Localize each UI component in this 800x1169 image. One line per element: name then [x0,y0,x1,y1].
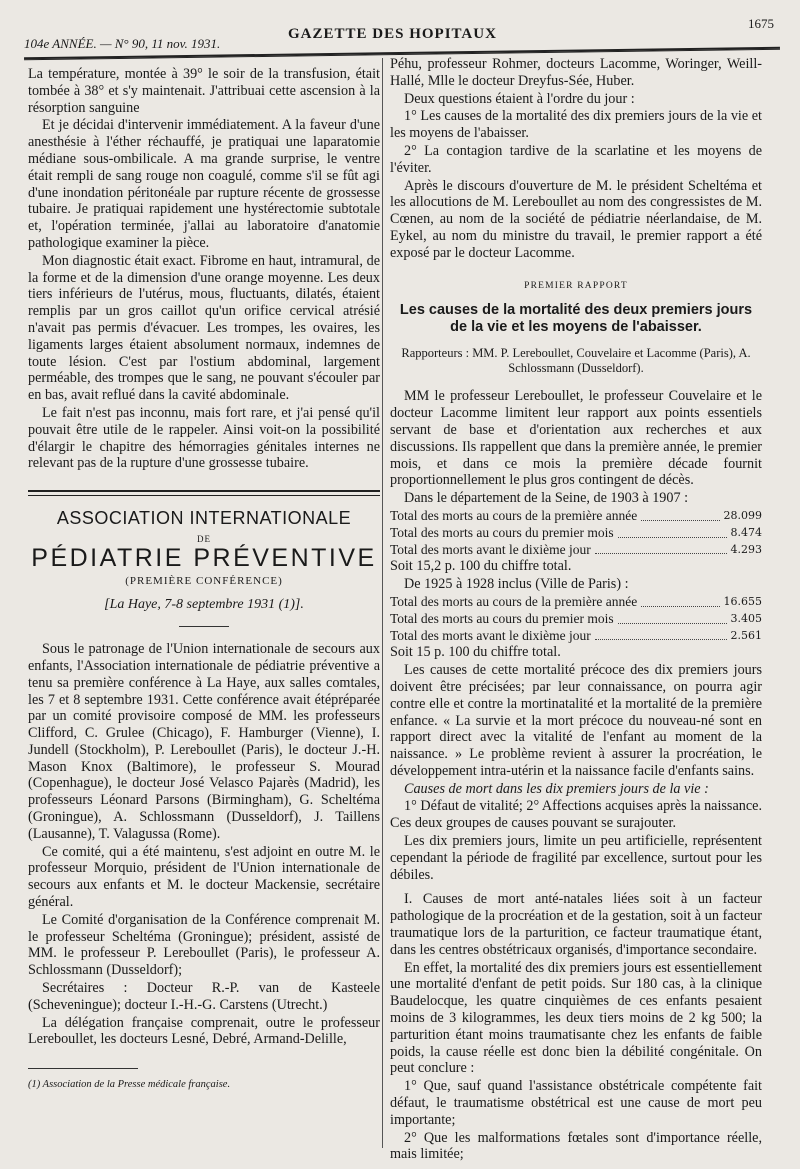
issue-info: 104e ANNÉE. — N° 90, 11 nov. 1931. [24,36,221,51]
left-column [28,66,380,1094]
dot-leader [641,594,719,607]
paragraph: Le Comité d'organisation de la Conférence comprenait M. le professeur Scheltéma (Groningue); président, assisté de MM. le professeur P. Lereboullet (Paris), le professeur A. Schlossmann (Dusseldorf); [28,911,380,979]
dot-leader [618,525,727,538]
paragraph: Les dix premiers jours, limite un peu artificielle, représentent cependant la période de fragilité par excellence, surtout pour les débiles. [390,833,762,883]
paragraph: La délégation française comprenait, outre le professeur Lereboullet, les docteurs Lesné, Debré, Armand-Delille, [28,1014,380,1048]
association-title: ASSOCIATION INTERNATIONALE [56,508,352,529]
premier-rapport-label: PREMIER RAPPORT [524,280,628,291]
stat-value: 16.655 [723,594,762,608]
paragraph: MM le professeur Lereboullet, le professeur Couvelaire et le docteur Lacomme limitent leur rapport aux points essentiels servant de base et d'orientation aux recherches et aux discussions. Ils rappellent que dans la première année, le premier mois, et dans ce mois la première décade fournit proportionnellement le plus gros contingent de décès. [390,388,762,489]
dot-leader [595,628,727,641]
paragraph: La température, montée à 39° le soir de la transfusion, était tombée à 38° et s'y maintenait. J'attribuai cette ascension à la résorption sanguine [28,66,380,116]
association-de: DE [197,533,211,544]
stat-label: Total des morts au cours du premier mois [390,524,614,540]
stat-row [390,508,762,525]
stat-label: Total des morts avant le dixième jour [390,541,591,557]
section-title: Les causes de la mortalité des deux premiers jours de la vie et les moyens de l'abaisser. [399,302,753,336]
stat-row [390,628,762,645]
stat-value: 8.474 [730,525,762,539]
paragraph: Mon diagnostic était exact. Fibrome en haut, intramural, de la forme et de la dimension d'une orange moyenne. Les deux tiers inférieurs de l'utérus, mous, fluctuants, dilatés, étaient remplis par un gros caillot qu'un orifice cervical atrésié n'avait pas permis d'évacuer. Les trompes, les ovaires, les ligaments larges étaient absolument normaux, indemnes de toute lésion. C'est par l'ostium abdominal, largement perméable, des trompes que le sang, ne pouvant s'écouler par en bas, avait reflué dans la cavité abdominale. [28,252,380,404]
stat-value: 28.099 [723,508,762,522]
stat-label: Total des morts au cours de la première année [390,593,638,609]
journal-title: GAZETTE DES HOPITAUX [288,26,497,42]
stat-row [390,542,762,559]
paragraph: 2° La contagion tardive de la scarlatine et les moyens de l'éviter. [390,142,762,176]
paragraph: Causes de mort dans les dix premiers jours de la vie : [404,780,709,797]
paragraph: I. Causes de mort anté-natales liées soit à un facteur pathologique de la procréation et de la gestation, soit à un facteur traumatique lors de la parturition, ce facteur traumatique étant, dans les centres obstétricaux organisés, d'importance secondaire. [390,891,762,958]
paragraph: De 1925 à 1928 inclus (Ville de Paris) : [404,576,629,593]
column-divider [382,58,383,1148]
stat-label: Total des morts au cours du premier mois [390,610,614,626]
paragraph: 1° Les causes de la mortalité des dix premiers jours de la vie et les moyens de l'abaisser. [390,108,762,142]
paragraph: Les causes de cette mortalité précoce des dix premiers jours doivent être précisées; par leur connaissance, on pourra agir contre elle et contre la mortinatalité et la mortalité de la première enfance. « La survie et la mort précoce du nouveau-né sont en rapport direct avec la vitalité de l'enfant au moment de la naissance. » Le problème revient à assurer la procréation, le développement intra-utérin et la naissance facile d'enfants sains. [390,662,762,779]
paragraph: Après le discours d'ouverture de M. le président Scheltéma et les allocutions de M. Lereboullet au nom des congressistes de M. Cœnen, au nom de la société de pédiatrie néerlandaise, de M. Eykel, au nom du ministre du travail, le premier rapport a été exposé par le docteur Lacomme. [390,177,762,261]
paragraph: Sous le patronage de l'Union internationale de secours aux enfants, l'Association internationale de pédiatrie préventive a tenu sa première conférence à La Haye, aux salles comtales, les 7 et 8 septembre 1931. Cette conférence avait étépréparée par un comité provisoire composé de MM. les professeurs Clifford, C. Grulee (Chicago), F. Hamburger (Vienne), I. Jundell (Stockholm), P. Lereboullet (Paris), le docteur J.-H. Mason Knox (Baltimore), le professeur S. Mourad (Copenhague), le docteur José Velasco Pajarès (Madrid), les professeurs Léonard Parsons (Birmingham), G. Scheltéma (Groningue), A. Schlossmann (Dusseldorf), J. Taillens (Lausanne), T. Valagussa (Rome). [28,641,380,842]
dot-leader [618,611,727,624]
paragraph: Péhu, professeur Rohmer, docteurs Lacomme, Woringer, Weill-Hallé, Mlle le docteur Dreyfus-Sée, Huber. [390,56,762,89]
paragraph: Ce comité, qui a été maintenu, s'est adjoint en outre M. le professeur Morquio, président de l'Union internationale de secours aux enfants et M. le docteur Mackensie, secrétaire général. [28,843,380,911]
paragraph: Soit 15,2 p. 100 du chiffre total. [390,558,572,575]
stat-label: Total des morts au cours de la première année [390,507,638,523]
paragraph: Soit 15 p. 100 du chiffre total. [390,644,561,661]
conference-place: [La Haye, 7-8 septembre 1931 (1)]. [104,597,304,613]
paragraph: Le fait n'est pas inconnu, mais fort rare, et j'ai pensé qu'il pouvait être utile de le rappeler. Ainsi voit-on la possibilité d'élargir le chapitre des hémorragies génitales internes ne relevant pas de la rupture d'une grossesse tubaire. [28,404,380,472]
association-main-title: PÉDIATRIE PRÉVENTIVE [31,543,377,572]
rapporteurs: Rapporteurs : MM. P. Lereboullet, Couvelaire et Lacomme (Paris), A. Schlossmann (Dusseldorf). [401,346,751,376]
paragraph: 2° Que les malformations fœtales sont d'importance réelle, mais limitée; [390,1129,762,1163]
short-rule [179,626,229,627]
stat-row [390,611,762,628]
paragraph: Et je décidai d'intervenir immédiatement. A la faveur d'une anesthésie à l'éther réchauffé, je pratiquai une laparatomie médiane sous-ombilicale. A ma grande surprise, le ventre était rempli de sang rouge non coagulé, comme s'il se fût agi d'une inondation péritonéale par rupture récente de grossesse tubaire. Je pratiquai rapidement une hystérectomie subtotale et, l'opération terminée, j'allai au laboratoire d'anatomie pathologique examiner la pièce. [28,117,380,251]
stat-value: 4.293 [730,542,762,556]
page-number: 1675 [748,16,774,31]
stat-value: 2.561 [730,628,762,642]
conference-label: (PREMIÈRE CONFÉRENCE) [125,574,283,587]
stat-row [390,594,762,611]
stat-value: 3.405 [730,611,762,625]
dot-leader [595,542,727,555]
dot-leader [641,508,719,521]
paragraph: Secrétaires : Docteur R.-P. van de Kasteele (Scheveningue); docteur I.-H.-G. Carstens (Utrecht.) [28,980,380,1013]
paragraph: Deux questions étaient à l'ordre du jour : [404,90,635,107]
stat-label: Total des morts avant le dixième jour [390,627,591,643]
section-separator [28,490,380,496]
paragraph: 1° Que, sauf quand l'assistance obstétricale compétente fait défaut, le traumatisme obstétrical est une cause de mort peu importante; [390,1078,762,1128]
paragraph: En effet, la mortalité des dix premiers jours est essentiellement une mortalité d'enfant de petit poids. Sur 180 cas, à la clinique Baudelocque, les quatre cinquièmes de ces enfants pesaient moins de 3 kilogrammes, les deux tiers moins de 2 kg 500; la parturition étant moins traumatisante chez les enfants de faible poids, la cause réelle est donc bien la débilité congénitale. On peut conclure : [390,959,762,1077]
footnote: (1) Association de la Presse médicale française. [28,1079,231,1091]
paragraph: 1° Défaut de vitalité; 2° Affections acquises après la naissance. Ces deux groupes de causes pouvant se surajouter. [390,798,762,832]
stat-row [390,525,762,542]
right-column [390,56,762,1164]
paragraph: Dans le département de la Seine, de 1903 à 1907 : [404,490,689,507]
footnote-rule [28,1068,138,1069]
